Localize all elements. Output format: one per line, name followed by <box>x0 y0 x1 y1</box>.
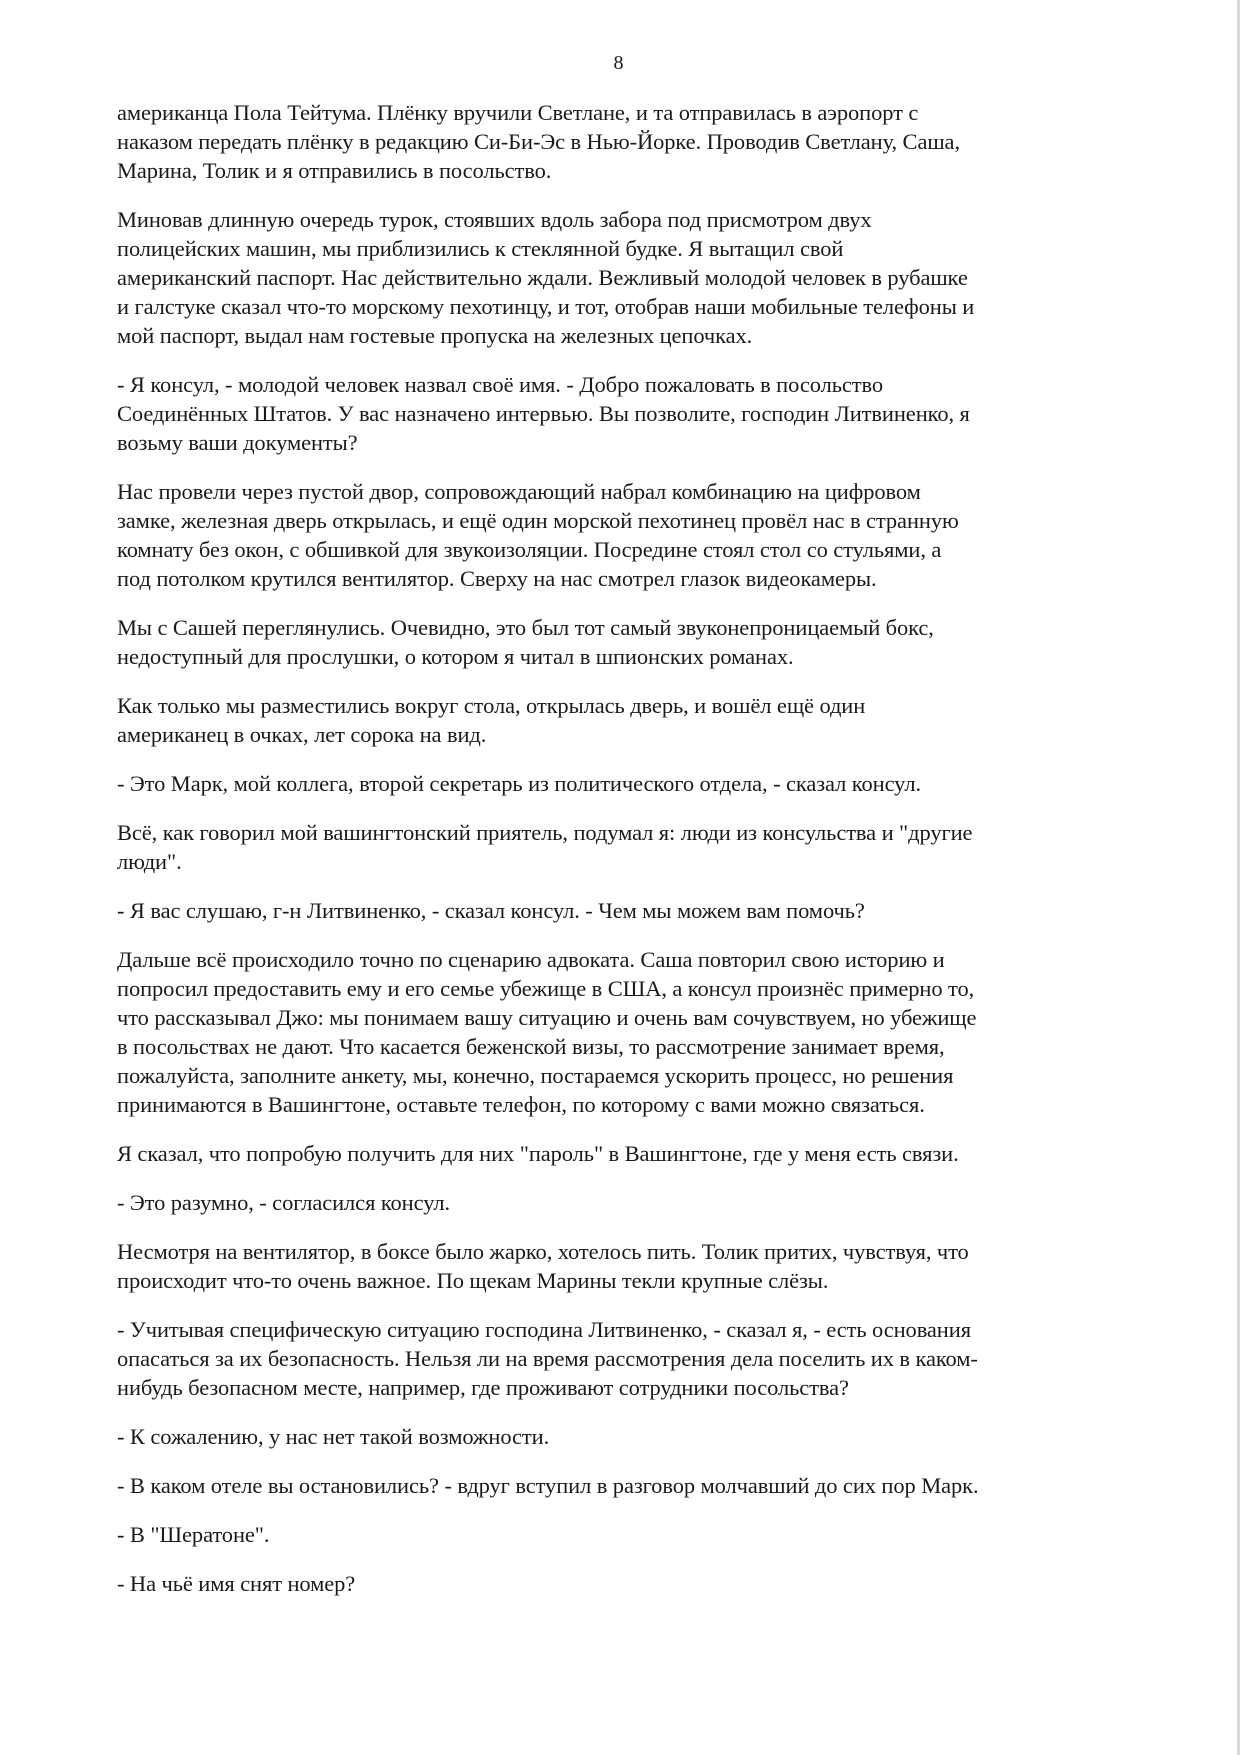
paragraph <box>117 205 1117 350</box>
paragraph <box>117 769 1117 798</box>
text-line: Всё, как говорил мой вашингтонский приятель, подумал я: люди из консульства и "другие <box>117 820 973 845</box>
text-line: Нас провели через пустой двор, сопровождающий набрал комбинацию на цифровом <box>117 479 921 504</box>
text-line: полицейских машин, мы приблизились к стеклянной будке. Я вытащил свой <box>117 236 844 261</box>
paragraph <box>117 1188 1117 1217</box>
text-line: опасаться за их безопасность. Нельзя ли на время рассмотрения дела поселить их в каком- <box>117 1346 978 1371</box>
text-line: Я сказал, что попробую получить для них "пароль" в Вашингтоне, где у меня есть связи. <box>117 1141 959 1166</box>
text-line: - К сожалению, у нас нет такой возможности. <box>117 1424 550 1449</box>
page-number: 8 <box>613 52 624 74</box>
text-line: Марина, Толик и я отправились в посольство. <box>117 158 552 183</box>
text-line: - Я вас слушаю, г-н Литвиненко, - сказал консул. - Чем мы можем вам помочь? <box>117 898 865 923</box>
paragraph <box>117 1569 1117 1598</box>
paragraph <box>117 945 1117 1119</box>
text-line: под потолком крутился вентилятор. Сверху на нас смотрел глазок видеокамеры. <box>117 566 877 591</box>
text-line: наказом передать плёнку в редакцию Си-Би-Эс в Нью-Йорке. Проводив Светлану, Саша, <box>117 129 960 154</box>
text-line: американца Пола Тейтума. Плёнку вручили Светлане, и та отправилась в аэропорт с <box>117 100 919 125</box>
paragraph <box>117 818 1117 876</box>
text-line: недоступный для прослушки, о котором я читал в шпионских романах. <box>117 644 794 669</box>
text-line: - Учитывая специфическую ситуацию господина Литвиненко, - сказал я, - есть основания <box>117 1317 971 1342</box>
text-line: - На чьё имя снят номер? <box>117 1571 356 1596</box>
text-line: Как только мы разместились вокруг стола, открылась дверь, и вошёл ещё один <box>117 693 866 718</box>
text-line: Дальше всё происходило точно по сценарию адвоката. Саша повторил свою историю и <box>117 947 945 972</box>
text-line: - В "Шератоне". <box>117 1522 270 1547</box>
text-line: Соединённых Штатов. У вас назначено интервью. Вы позволите, господин Литвиненко, я <box>117 401 970 426</box>
text-line: пожалуйста, заполните анкету, мы, конечно, постараемся ускорить процесс, но решения <box>117 1063 954 1088</box>
paragraph <box>117 691 1117 749</box>
text-line: что рассказывал Джо: мы понимаем вашу ситуацию и очень вам сочувствуем, но убежище <box>117 1005 977 1030</box>
text-line: в посольствах не дают. Что касается беженской визы, то рассмотрение занимает время, <box>117 1034 945 1059</box>
text-line: попросил предоставить ему и его семье убежище в США, а консул произнёс примерно то, <box>117 976 975 1001</box>
text-line: возьму ваши документы? <box>117 430 358 455</box>
text-line: мой паспорт, выдал нам гостевые пропуска на железных цепочках. <box>117 323 753 348</box>
paragraph <box>117 1520 1117 1549</box>
text-line: - Я консул, - молодой человек назвал своё имя. - Добро пожаловать в посольство <box>117 372 884 397</box>
text-line: - В каком отеле вы остановились? - вдруг вступил в разговор молчавший до сих пор Марк. <box>117 1473 979 1498</box>
text-line: Миновав длинную очередь турок, стоявших вдоль забора под присмотром двух <box>117 207 872 232</box>
body-text <box>117 98 1117 1618</box>
text-line: нибудь безопасном месте, например, где проживают сотрудники посольства? <box>117 1375 849 1400</box>
text-line: комнату без окон, с обшивкой для звукоизоляции. Посредине стоял стол со стульями, а <box>117 537 942 562</box>
paragraph <box>117 370 1117 457</box>
text-line: принимаются в Вашингтоне, оставьте телефон, по которому с вами можно связаться. <box>117 1092 925 1117</box>
paragraph <box>117 613 1117 671</box>
text-line: и галстуке сказал что-то морскому пехотинцу, и тот, отобрав наши мобильные телефоны и <box>117 294 975 319</box>
paragraph <box>117 477 1117 593</box>
text-line: люди". <box>117 849 182 874</box>
text-line: Несмотря на вентилятор, в боксе было жарко, хотелось пить. Толик притих, чувствуя, что <box>117 1239 969 1264</box>
text-line: - Это разумно, - согласился консул. <box>117 1190 451 1215</box>
paragraph <box>117 1237 1117 1295</box>
text-line: Мы с Сашей переглянулись. Очевидно, это был тот самый звуконепроницаемый бокс, <box>117 615 934 640</box>
paragraph <box>117 1471 1117 1500</box>
paragraph <box>117 98 1117 185</box>
text-line: американский паспорт. Нас действительно ждали. Вежливый молодой человек в рубашке <box>117 265 968 290</box>
paragraph <box>117 896 1117 925</box>
paragraph <box>117 1422 1117 1451</box>
paragraph <box>117 1139 1117 1168</box>
text-line: - Это Марк, мой коллега, второй секретарь из политического отдела, - сказал консул. <box>117 771 921 796</box>
text-line: замке, железная дверь открылась, и ещё один морской пехотинец провёл нас в странную <box>117 508 959 533</box>
text-line: происходит что-то очень важное. По щекам Марины текли крупные слёзы. <box>117 1268 829 1293</box>
text-line: американец в очках, лет сорока на вид. <box>117 722 487 747</box>
paragraph <box>117 1315 1117 1402</box>
